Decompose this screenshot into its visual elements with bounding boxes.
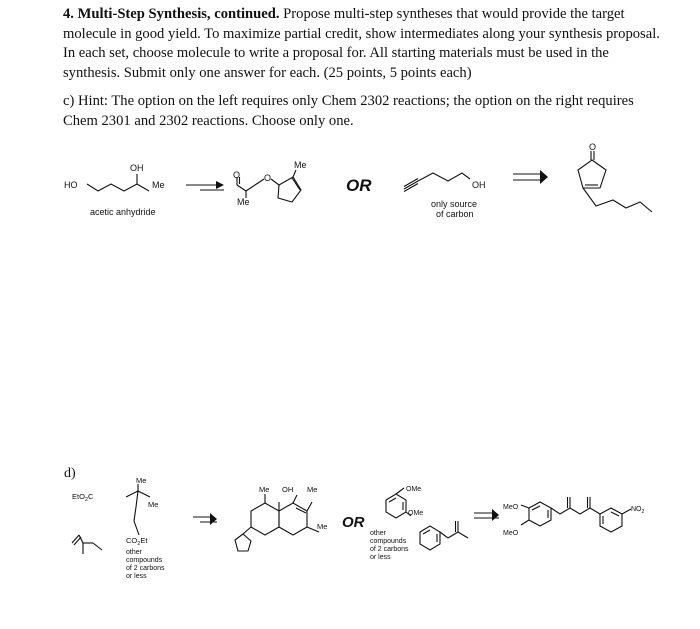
d-me-right-label: Me xyxy=(148,500,159,509)
d-other-4: or less xyxy=(126,573,147,580)
c-me-label: Me xyxy=(152,180,165,190)
c-ester-o2-label: O xyxy=(264,173,272,183)
c-ketone-o-label: O xyxy=(589,142,597,152)
d-other-1: other xyxy=(126,549,142,556)
d-meo-bot-label: MeO xyxy=(503,530,519,537)
part-c-hint: c) Hint: The option on the left requires only Chem 2302 reactions; the option on the right requires Chem 2301 and 2302 reactions. Choose only one. xyxy=(63,93,634,129)
c-oh-top-label: OH xyxy=(130,163,144,173)
c-ho-label: HO xyxy=(64,180,78,190)
d-eto2c-label: EtO$_2$C xyxy=(72,492,94,503)
d-me-b-label: Me xyxy=(307,485,318,494)
c-right-oh-label: OH xyxy=(472,180,486,190)
c-right-product-cyclopentenone xyxy=(578,151,652,212)
c-or-label: OR xyxy=(346,176,372,195)
d-right-arrow xyxy=(474,509,499,521)
d-no2-label: $NO_2$ xyxy=(631,506,645,515)
d-left-arrow xyxy=(193,513,217,525)
d-other-r4: or less xyxy=(370,554,391,561)
d-me-top-label: Me xyxy=(136,476,147,485)
c-left-starting-material xyxy=(87,174,149,191)
d-left-starting-material-2 xyxy=(72,535,102,554)
d-other-2: compounds xyxy=(126,557,163,564)
c-acetic-anhydride-label: acetic anhydride xyxy=(90,207,156,217)
d-other-r2: compounds xyxy=(370,538,407,545)
d-meo-top-label: MeO xyxy=(503,504,519,511)
d-left-product-decalin xyxy=(235,494,319,551)
d-co2et-label: $CO_2Et$ xyxy=(126,536,148,547)
d-ome-bot-label: OMe xyxy=(408,510,424,517)
c-only-source-2: of carbon xyxy=(436,209,474,219)
c-right-arrow xyxy=(513,170,548,184)
c-only-source-1: only source xyxy=(431,199,478,209)
d-me-a-label: Me xyxy=(259,485,270,494)
d-label: d) xyxy=(64,466,76,481)
c-left-arrow xyxy=(186,181,224,190)
c-ring-me-label: Me xyxy=(294,160,307,170)
d-right-phenylacetone xyxy=(420,521,468,550)
d-other-r3: of 2 carbons xyxy=(370,546,409,553)
d-oh-mid-label: OH xyxy=(282,485,294,494)
problem-heading: 4. Multi-Step Synthesis, continued. xyxy=(63,6,280,22)
d-ome-top-label: OMe xyxy=(406,486,422,493)
d-right-product-dione xyxy=(521,497,631,532)
d-or-label: OR xyxy=(342,514,365,531)
d-left-starting-material-1 xyxy=(126,484,150,535)
problem-instructions: Propose multi-step syntheses that would provide the target molecule in good yield. To maximize partial credit, show intermediates along your synthesis proposal. In each set, choose molecule to write a proposal for. All starting materials must be used in the synthesis. Submit only one answer for each. (25 points, 5 points each) xyxy=(63,6,660,81)
d-me-c-label: Me xyxy=(317,522,328,531)
d-other-r1: other xyxy=(370,530,386,537)
c-right-starting-material xyxy=(404,173,470,192)
d-other-3: of 2 carbons xyxy=(126,565,165,572)
c-ester-me-label: Me xyxy=(237,197,250,207)
c-ester-o1-label: O xyxy=(233,170,241,180)
